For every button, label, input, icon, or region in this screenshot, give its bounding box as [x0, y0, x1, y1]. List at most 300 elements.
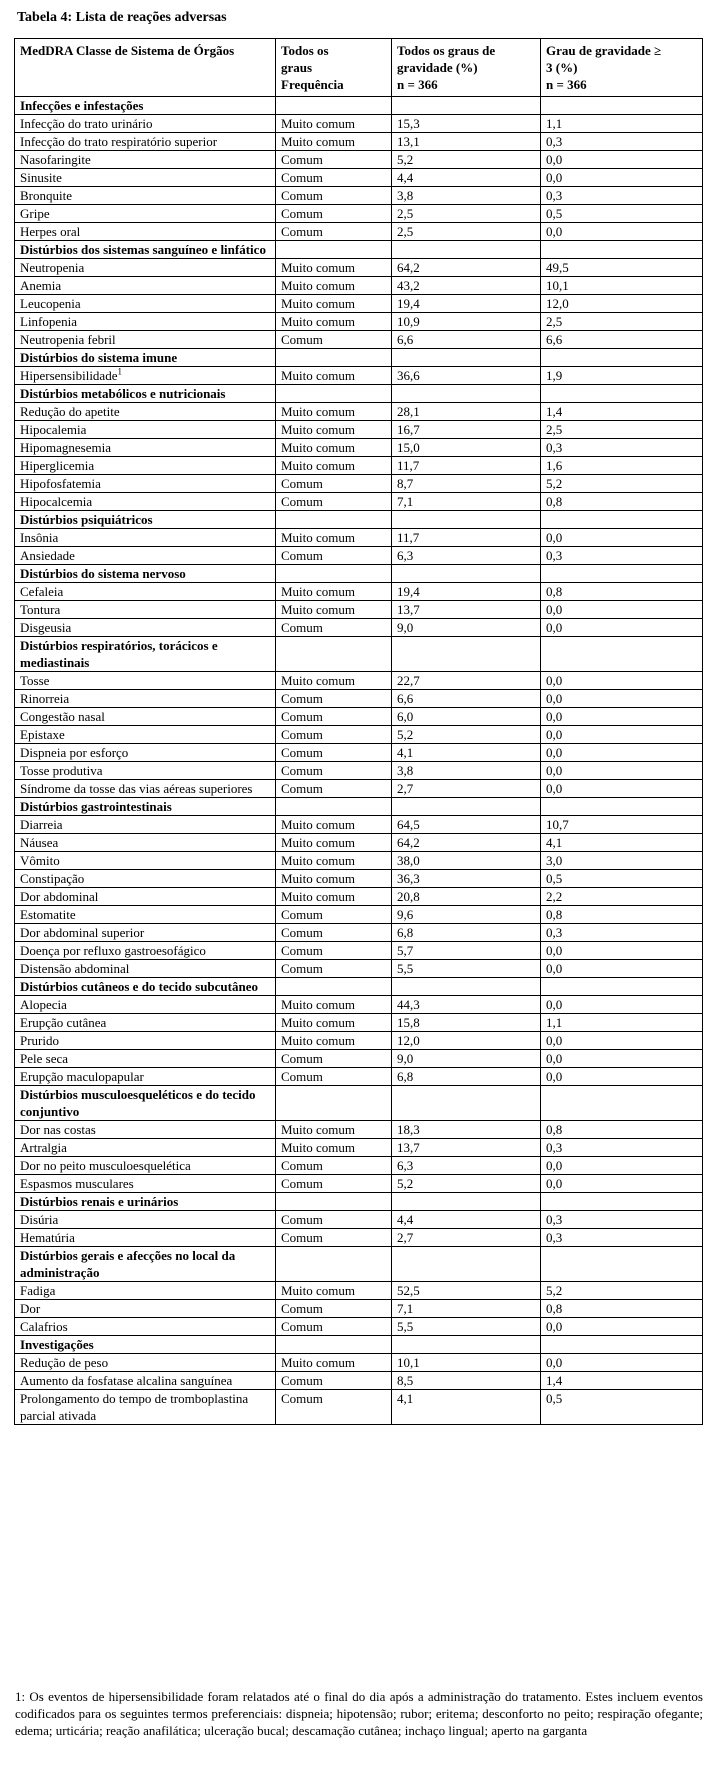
- reaction-name: Artralgia: [20, 1140, 67, 1155]
- grade-3-cell: 0,8: [541, 583, 703, 601]
- reaction-name: Bronquite: [20, 188, 72, 203]
- reaction-name: Tosse produtiva: [20, 763, 103, 778]
- grade-3-cell: 0,3: [541, 1139, 703, 1157]
- empty-cell: [541, 97, 703, 115]
- empty-cell: [541, 565, 703, 583]
- header-frequency-line1: Todos os: [281, 43, 329, 58]
- reaction-name: Náusea: [20, 835, 59, 850]
- frequency-cell: Muito comum: [276, 1014, 392, 1032]
- all-grades-cell: 10,1: [392, 1354, 541, 1372]
- reaction-name: Dispneia por esforço: [20, 745, 129, 760]
- reaction-name-cell: [15, 619, 276, 637]
- frequency-cell: Muito comum: [276, 834, 392, 852]
- grade-3-cell: 0,0: [541, 1157, 703, 1175]
- reaction-name-cell: [15, 1372, 276, 1390]
- empty-cell: [392, 637, 541, 672]
- frequency-cell: Comum: [276, 780, 392, 798]
- all-grades-cell: 22,7: [392, 672, 541, 690]
- empty-cell: [392, 97, 541, 115]
- reaction-name: Hipomagnesemia: [20, 440, 111, 455]
- empty-cell: [276, 1336, 392, 1354]
- all-grades-cell: 43,2: [392, 277, 541, 295]
- empty-cell: [276, 385, 392, 403]
- frequency-cell: Comum: [276, 708, 392, 726]
- empty-cell: [392, 1086, 541, 1121]
- reaction-name: Tosse: [20, 673, 50, 688]
- grade-3-cell: 0,0: [541, 672, 703, 690]
- reaction-name-cell: [15, 1032, 276, 1050]
- frequency-cell: Muito comum: [276, 816, 392, 834]
- all-grades-cell: 5,7: [392, 942, 541, 960]
- all-grades-cell: 11,7: [392, 457, 541, 475]
- grade-3-cell: 0,0: [541, 1175, 703, 1193]
- grade-3-cell: 0,0: [541, 601, 703, 619]
- frequency-cell: Muito comum: [276, 277, 392, 295]
- reaction-name-cell: [15, 1229, 276, 1247]
- reaction-name: Epistaxe: [20, 727, 65, 742]
- frequency-cell: Comum: [276, 169, 392, 187]
- reaction-name-cell: [15, 187, 276, 205]
- frequency-cell: Muito comum: [276, 1121, 392, 1139]
- category-row: [15, 1193, 703, 1211]
- grade-3-cell: 0,3: [541, 547, 703, 565]
- category-row: [15, 385, 703, 403]
- frequency-cell: Comum: [276, 690, 392, 708]
- footnote-marker: 1: [117, 366, 122, 377]
- all-grades-cell: 4,1: [392, 744, 541, 762]
- header-frequency: [276, 39, 392, 97]
- grade-3-cell: 10,7: [541, 816, 703, 834]
- grade-3-cell: 0,0: [541, 1050, 703, 1068]
- frequency-cell: Muito comum: [276, 601, 392, 619]
- reaction-name: Hipocalemia: [20, 422, 87, 437]
- frequency-cell: Muito comum: [276, 852, 392, 870]
- reaction-name: Herpes oral: [20, 224, 81, 239]
- table-row: [15, 133, 703, 151]
- reaction-name-cell: [15, 295, 276, 313]
- reaction-name-cell: [15, 708, 276, 726]
- reaction-name-cell: [15, 744, 276, 762]
- table-row: [15, 457, 703, 475]
- all-grades-cell: 15,0: [392, 439, 541, 457]
- all-grades-cell: 13,1: [392, 133, 541, 151]
- category-name: Distúrbios gastrointestinais: [15, 798, 276, 816]
- reaction-name-cell: [15, 1390, 276, 1425]
- frequency-cell: Comum: [276, 1175, 392, 1193]
- header-grade-3-line1: Grau de gravidade ≥: [546, 43, 662, 58]
- category-name: Distúrbios respiratórios, torácicos e mediastinais: [15, 637, 276, 672]
- category-row: [15, 1086, 703, 1121]
- all-grades-cell: 8,7: [392, 475, 541, 493]
- category-name: Infecções e infestações: [15, 97, 276, 115]
- all-grades-cell: 6,0: [392, 708, 541, 726]
- table-row: [15, 708, 703, 726]
- table-row: [15, 960, 703, 978]
- frequency-cell: Muito comum: [276, 133, 392, 151]
- all-grades-cell: 5,2: [392, 726, 541, 744]
- grade-3-cell: 0,0: [541, 726, 703, 744]
- reaction-name-cell: [15, 205, 276, 223]
- reaction-name: Distensão abdominal: [20, 961, 130, 976]
- reaction-name: Dor: [20, 1301, 41, 1316]
- category-name: Investigações: [15, 1336, 276, 1354]
- empty-cell: [541, 1086, 703, 1121]
- table-row: [15, 1050, 703, 1068]
- category-row: [15, 978, 703, 996]
- grade-3-cell: 0,3: [541, 187, 703, 205]
- grade-3-cell: 0,3: [541, 1211, 703, 1229]
- frequency-cell: Comum: [276, 1211, 392, 1229]
- reaction-name: Cefaleia: [20, 584, 64, 599]
- reaction-name-cell: [15, 403, 276, 421]
- reaction-name: Aumento da fosfatase alcalina sanguínea: [20, 1373, 233, 1388]
- frequency-cell: Muito comum: [276, 1032, 392, 1050]
- reaction-name: Erupção cutânea: [20, 1015, 107, 1030]
- reaction-name: Hipersensibilidade: [20, 368, 118, 383]
- reaction-name-cell: [15, 259, 276, 277]
- frequency-cell: Comum: [276, 924, 392, 942]
- reaction-name-cell: [15, 780, 276, 798]
- grade-3-cell: 1,9: [541, 367, 703, 385]
- reaction-name: Infecção do trato respiratório superior: [20, 134, 218, 149]
- reaction-name: Congestão nasal: [20, 709, 105, 724]
- reaction-name-cell: [15, 942, 276, 960]
- reaction-name-cell: [15, 313, 276, 331]
- table-row: [15, 169, 703, 187]
- frequency-cell: Muito comum: [276, 672, 392, 690]
- reaction-name: Espasmos musculares: [20, 1176, 134, 1191]
- grade-3-cell: 0,0: [541, 1068, 703, 1086]
- grade-3-cell: 6,6: [541, 331, 703, 349]
- grade-3-cell: 0,0: [541, 151, 703, 169]
- all-grades-cell: 2,7: [392, 780, 541, 798]
- reaction-name-cell: [15, 816, 276, 834]
- all-grades-cell: 6,6: [392, 331, 541, 349]
- frequency-cell: Muito comum: [276, 996, 392, 1014]
- all-grades-cell: 64,5: [392, 816, 541, 834]
- grade-3-cell: 2,2: [541, 888, 703, 906]
- grade-3-cell: 0,5: [541, 1390, 703, 1425]
- table-row: [15, 619, 703, 637]
- table-row: [15, 1372, 703, 1390]
- all-grades-cell: 6,8: [392, 924, 541, 942]
- header-frequency-line2: graus: [281, 60, 313, 75]
- reaction-name: Redução de peso: [20, 1355, 109, 1370]
- frequency-cell: Comum: [276, 547, 392, 565]
- empty-cell: [541, 637, 703, 672]
- empty-cell: [541, 349, 703, 367]
- grade-3-cell: 5,2: [541, 475, 703, 493]
- grade-3-cell: 0,0: [541, 744, 703, 762]
- table-row: [15, 762, 703, 780]
- frequency-cell: Comum: [276, 475, 392, 493]
- reaction-name: Constipação: [20, 871, 85, 886]
- table-row: [15, 205, 703, 223]
- frequency-cell: Comum: [276, 1372, 392, 1390]
- frequency-cell: Comum: [276, 744, 392, 762]
- all-grades-cell: 9,0: [392, 619, 541, 637]
- grade-3-cell: 0,5: [541, 870, 703, 888]
- reaction-name: Dor abdominal superior: [20, 925, 145, 940]
- reaction-name: Dor nas costas: [20, 1122, 96, 1137]
- all-grades-cell: 19,4: [392, 295, 541, 313]
- all-grades-cell: 3,8: [392, 762, 541, 780]
- grade-3-cell: 0,8: [541, 1300, 703, 1318]
- reaction-name: Fadiga: [20, 1283, 56, 1298]
- frequency-cell: Comum: [276, 942, 392, 960]
- empty-cell: [392, 1336, 541, 1354]
- table-row: [15, 1014, 703, 1032]
- reaction-name: Prolongamento do tempo de tromboplastina parcial ativada: [20, 1391, 249, 1423]
- all-grades-cell: 5,2: [392, 151, 541, 169]
- table-row: [15, 421, 703, 439]
- all-grades-cell: 3,8: [392, 187, 541, 205]
- empty-cell: [276, 511, 392, 529]
- grade-3-cell: 0,8: [541, 1121, 703, 1139]
- reaction-name-cell: [15, 1318, 276, 1336]
- grade-3-cell: 0,3: [541, 924, 703, 942]
- table-row: [15, 996, 703, 1014]
- category-name: Distúrbios do sistema nervoso: [15, 565, 276, 583]
- reaction-name: Pele seca: [20, 1051, 69, 1066]
- reaction-name-cell: [15, 762, 276, 780]
- reaction-name-cell: [15, 529, 276, 547]
- all-grades-cell: 4,4: [392, 1211, 541, 1229]
- category-name: Distúrbios psiquiátricos: [15, 511, 276, 529]
- category-row: [15, 565, 703, 583]
- table-body: [15, 97, 703, 1425]
- reaction-name-cell: [15, 439, 276, 457]
- reaction-name: Hipocalcemia: [20, 494, 93, 509]
- grade-3-cell: 1,1: [541, 1014, 703, 1032]
- category-name: Distúrbios renais e urinários: [15, 1193, 276, 1211]
- category-row: [15, 1247, 703, 1282]
- empty-cell: [392, 349, 541, 367]
- reaction-name: Dor abdominal: [20, 889, 99, 904]
- grade-3-cell: 0,3: [541, 133, 703, 151]
- table-row: [15, 277, 703, 295]
- empty-cell: [392, 511, 541, 529]
- reaction-name: Hipofosfatemia: [20, 476, 101, 491]
- reaction-name-cell: [15, 277, 276, 295]
- frequency-cell: Muito comum: [276, 888, 392, 906]
- all-grades-cell: 64,2: [392, 259, 541, 277]
- empty-cell: [392, 385, 541, 403]
- header-grade-3-line3: n = 366: [546, 77, 587, 92]
- reaction-name: Erupção maculopapular: [20, 1069, 144, 1084]
- reaction-name-cell: [15, 1282, 276, 1300]
- reaction-name-cell: [15, 960, 276, 978]
- category-row: [15, 637, 703, 672]
- reaction-name: Anemia: [20, 278, 62, 293]
- table-row: [15, 1157, 703, 1175]
- reaction-name-cell: [15, 583, 276, 601]
- all-grades-cell: 6,3: [392, 1157, 541, 1175]
- reaction-name-cell: [15, 367, 276, 385]
- reaction-name-cell: [15, 1300, 276, 1318]
- grade-3-cell: 5,2: [541, 1282, 703, 1300]
- category-name: Distúrbios cutâneos e do tecido subcutâneo: [15, 978, 276, 996]
- table-row: [15, 259, 703, 277]
- empty-cell: [541, 241, 703, 259]
- reaction-name: Prurido: [20, 1033, 59, 1048]
- grade-3-cell: 0,3: [541, 1229, 703, 1247]
- table-row: [15, 1211, 703, 1229]
- grade-3-cell: 1,6: [541, 457, 703, 475]
- all-grades-cell: 4,4: [392, 169, 541, 187]
- grade-3-cell: 0,0: [541, 223, 703, 241]
- table-row: [15, 1390, 703, 1425]
- category-row: [15, 349, 703, 367]
- grade-3-cell: 0,0: [541, 942, 703, 960]
- all-grades-cell: 2,5: [392, 205, 541, 223]
- empty-cell: [392, 798, 541, 816]
- all-grades-cell: 52,5: [392, 1282, 541, 1300]
- footnote: 1: Os eventos de hipersensibilidade foram relatados até o final do dia após a administração do tratamento. Estes incluem eventos codificados para os seguintes termos preferenciais: dispneia; hipotensão; rubor; eritema; desconforto no peito; respiração ofegante; edema; urticária; reação anafilática; ulceração bucal; descamação cutânea; inchaço lingual; aperto na garganta: [15, 1689, 703, 1738]
- reaction-name: Dor no peito musculoesquelética: [20, 1158, 191, 1173]
- category-row: [15, 241, 703, 259]
- all-grades-cell: 7,1: [392, 493, 541, 511]
- all-grades-cell: 5,5: [392, 960, 541, 978]
- table-row: [15, 1282, 703, 1300]
- header-all-grades: [392, 39, 541, 97]
- reaction-name: Vômito: [20, 853, 60, 868]
- table-row: [15, 690, 703, 708]
- table-row: [15, 529, 703, 547]
- reaction-name-cell: [15, 421, 276, 439]
- table-row: [15, 1032, 703, 1050]
- grade-3-cell: 1,4: [541, 403, 703, 421]
- frequency-cell: Muito comum: [276, 439, 392, 457]
- reaction-name-cell: [15, 870, 276, 888]
- frequency-cell: Comum: [276, 1068, 392, 1086]
- empty-cell: [276, 637, 392, 672]
- grade-3-cell: 0,0: [541, 762, 703, 780]
- category-row: [15, 1336, 703, 1354]
- grade-3-cell: 4,1: [541, 834, 703, 852]
- all-grades-cell: 28,1: [392, 403, 541, 421]
- reaction-name-cell: [15, 852, 276, 870]
- grade-3-cell: 0,0: [541, 708, 703, 726]
- grade-3-cell: 12,0: [541, 295, 703, 313]
- reaction-name: Disgeusia: [20, 620, 72, 635]
- reaction-name: Leucopenia: [20, 296, 81, 311]
- reaction-name-cell: [15, 906, 276, 924]
- reaction-name: Redução do apetite: [20, 404, 120, 419]
- all-grades-cell: 36,3: [392, 870, 541, 888]
- grade-3-cell: 49,5: [541, 259, 703, 277]
- empty-cell: [276, 978, 392, 996]
- reaction-name-cell: [15, 996, 276, 1014]
- table-row: [15, 672, 703, 690]
- all-grades-cell: 13,7: [392, 1139, 541, 1157]
- table-title: Tabela 4: Lista de reações adversas: [17, 10, 227, 25]
- table-row: [15, 295, 703, 313]
- reaction-name-cell: [15, 1050, 276, 1068]
- table-row: [15, 1318, 703, 1336]
- table-row: [15, 313, 703, 331]
- frequency-cell: Comum: [276, 906, 392, 924]
- grade-3-cell: 2,5: [541, 421, 703, 439]
- reaction-name: Rinorreia: [20, 691, 70, 706]
- table-row: [15, 547, 703, 565]
- grade-3-cell: 0,0: [541, 169, 703, 187]
- reaction-name: Síndrome da tosse das vias aéreas superiores: [20, 781, 253, 796]
- table-row: [15, 1175, 703, 1193]
- reaction-name: Disúria: [20, 1212, 59, 1227]
- reaction-name: Diarreia: [20, 817, 63, 832]
- frequency-cell: Muito comum: [276, 457, 392, 475]
- reaction-name-cell: [15, 1139, 276, 1157]
- frequency-cell: Muito comum: [276, 529, 392, 547]
- grade-3-cell: 0,0: [541, 780, 703, 798]
- table-row: [15, 151, 703, 169]
- empty-cell: [541, 511, 703, 529]
- table-row: [15, 1121, 703, 1139]
- table-row: [15, 924, 703, 942]
- frequency-cell: Comum: [276, 151, 392, 169]
- table-row: [15, 780, 703, 798]
- empty-cell: [276, 1247, 392, 1282]
- table-row: [15, 906, 703, 924]
- all-grades-cell: 64,2: [392, 834, 541, 852]
- grade-3-cell: 10,1: [541, 277, 703, 295]
- all-grades-cell: 11,7: [392, 529, 541, 547]
- reaction-name-cell: [15, 726, 276, 744]
- grade-3-cell: 0,3: [541, 439, 703, 457]
- category-name: Distúrbios gerais e afecções no local da administração: [15, 1247, 276, 1282]
- header-grade-3-plus: [541, 39, 703, 97]
- reaction-name: Sinusite: [20, 170, 62, 185]
- reaction-name-cell: [15, 547, 276, 565]
- category-name: Distúrbios metabólicos e nutricionais: [15, 385, 276, 403]
- header-all-grades-line3: n = 366: [397, 77, 438, 92]
- grade-3-cell: 1,4: [541, 1372, 703, 1390]
- all-grades-cell: 4,1: [392, 1390, 541, 1425]
- grade-3-cell: 0,0: [541, 960, 703, 978]
- table-row: [15, 942, 703, 960]
- frequency-cell: Comum: [276, 493, 392, 511]
- reaction-name-cell: [15, 1068, 276, 1086]
- empty-cell: [392, 565, 541, 583]
- all-grades-cell: 15,8: [392, 1014, 541, 1032]
- table-row: [15, 870, 703, 888]
- table-row: [15, 1229, 703, 1247]
- header-all-grades-line1: Todos os graus de: [397, 43, 496, 58]
- frequency-cell: Muito comum: [276, 1354, 392, 1372]
- reaction-name-cell: [15, 924, 276, 942]
- grade-3-cell: 0,0: [541, 690, 703, 708]
- empty-cell: [541, 978, 703, 996]
- table-row: [15, 1068, 703, 1086]
- frequency-cell: Comum: [276, 1318, 392, 1336]
- frequency-cell: Comum: [276, 726, 392, 744]
- frequency-cell: Comum: [276, 223, 392, 241]
- header-grade-3-line2: 3 (%): [546, 60, 578, 75]
- table-row: [15, 331, 703, 349]
- all-grades-cell: 15,3: [392, 115, 541, 133]
- reaction-name-cell: [15, 1014, 276, 1032]
- table-row: [15, 493, 703, 511]
- grade-3-cell: 0,5: [541, 205, 703, 223]
- all-grades-cell: 38,0: [392, 852, 541, 870]
- frequency-cell: Muito comum: [276, 870, 392, 888]
- all-grades-cell: 44,3: [392, 996, 541, 1014]
- all-grades-cell: 5,5: [392, 1318, 541, 1336]
- frequency-cell: Muito comum: [276, 259, 392, 277]
- reaction-name-cell: [15, 690, 276, 708]
- empty-cell: [276, 97, 392, 115]
